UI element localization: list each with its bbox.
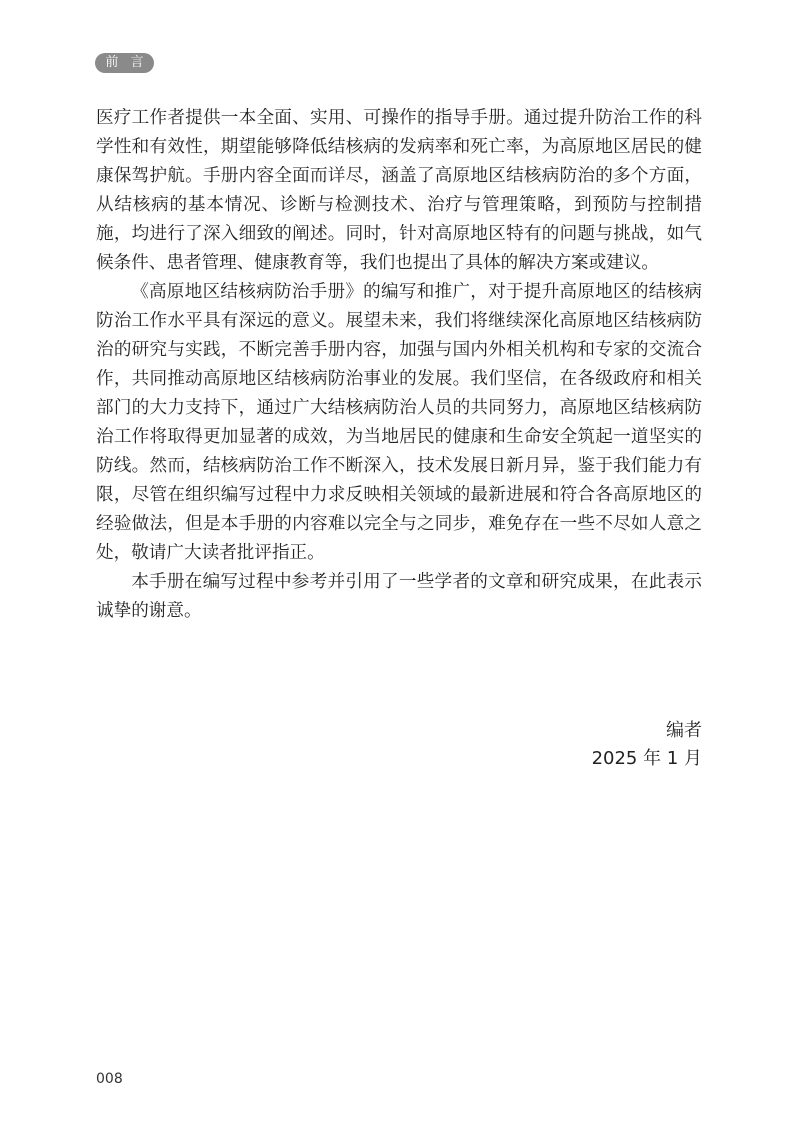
signature-block — [592, 717, 702, 773]
paragraph: 《高原地区结核病防治手册》的编写和推广，对于提升高原地区的结核病防治工作水平具有深远的意义。展望未来，我们将继续深化高原地区结核病防治的研究与实践，不断完善手册内容，加强与国内外相关机构和专家的交流合作，共同推动高原地区结核病防治事业的发展。我们坚信，在各级政府和相关部门的大力支持下，通过广大结核病防治人员的共同努力，高原地区结核病防治工作将取得更加显著的成效，为当地居民的健康和生命安全筑起一道坚实的防线。然而，结核病防治工作不断深入，技术发展日新月异，鉴于我们能力有限，尽管在组织编写过程中力求反映相关领域的最新进展和符合各高原地区的经验做法，但是本手册的内容难以完全与之同步，难免存在一些不尽如人意之处，敬请广大读者批评指正。 — [96, 282, 702, 563]
body-text — [96, 104, 702, 626]
signature-date: 2025 年 1 月 — [591, 748, 702, 769]
page-number: 008 — [96, 1071, 123, 1087]
section-label-badge: 前 言 — [95, 53, 154, 73]
author-signature: 编者 — [666, 720, 702, 741]
paragraph-continued: 医疗工作者提供一本全面、实用、可操作的指导手册。通过提升防治工作的科学性和有效性，期望能够降低结核病的发病率和死亡率，为高原地区居民的健康保驾护航。手册内容全面而详尽，涵盖了高原地区结核病防治的多个方面，从结核病的基本情况、诊断与检测技术、治疗与管理策略，到预防与控制措施，均进行了深入细致的阐述。同时，针对高原地区特有的问题与挑战，如气候条件、患者管理、健康教育等，我们也提出了具体的解决方案或建议。 — [96, 108, 702, 273]
paragraph: 本手册在编写过程中参考并引用了一些学者的文章和研究成果，在此表示诚挚的谢意。 — [96, 572, 702, 621]
